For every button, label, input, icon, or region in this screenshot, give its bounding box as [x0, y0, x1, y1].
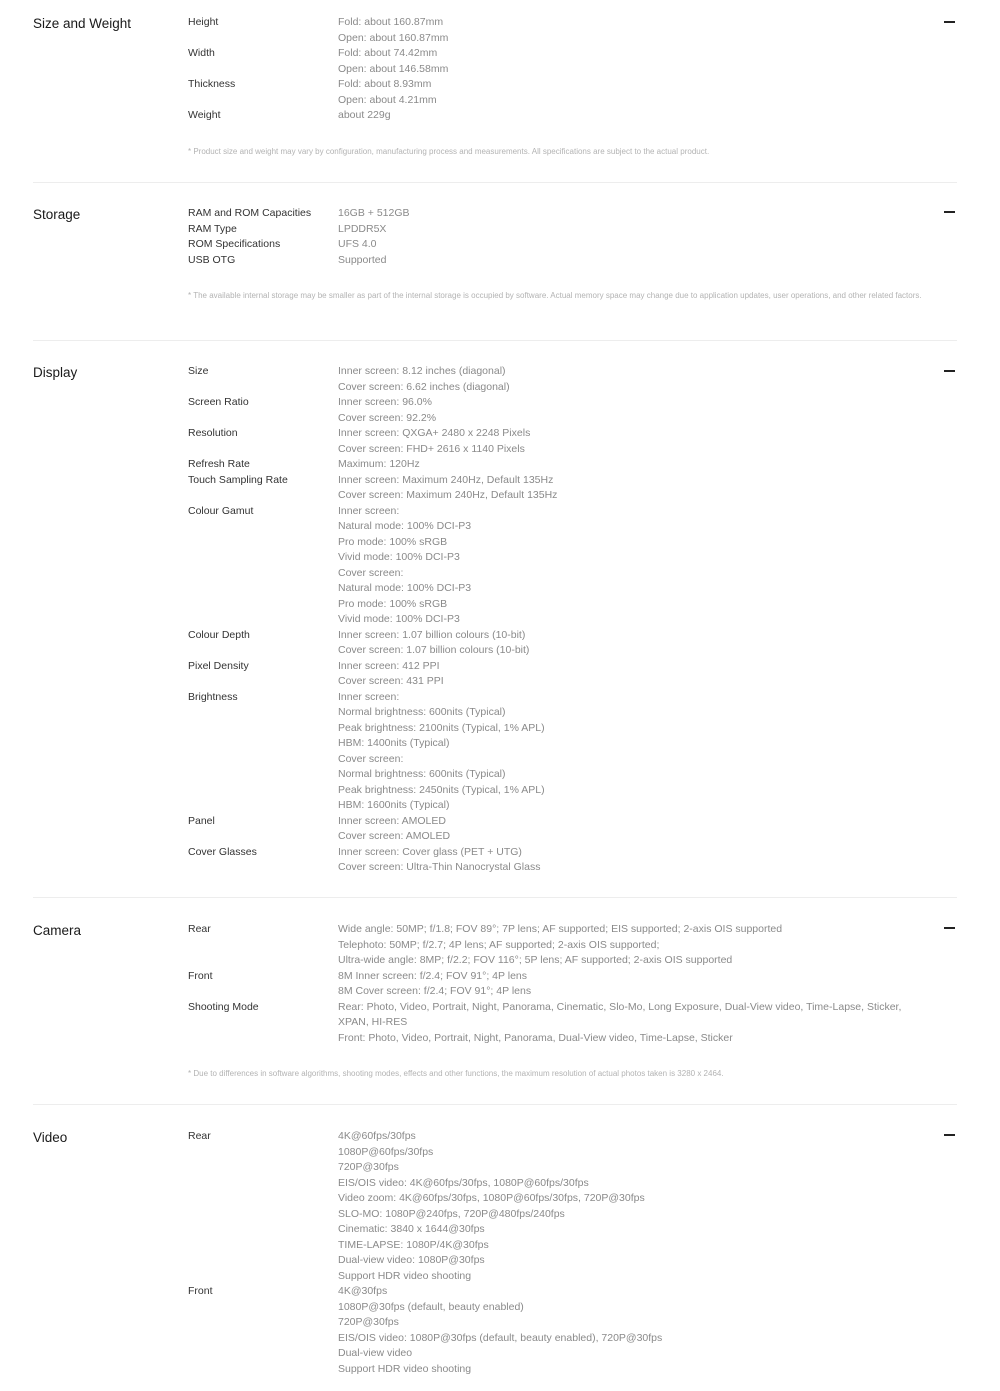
- spec-label: Shooting Mode: [188, 1000, 259, 1013]
- spec-value: Natural mode: 100% DCI-P3: [338, 520, 472, 532]
- spec-values: [338, 426, 957, 457]
- spec-value: Open: about 146.58mm: [338, 62, 449, 75]
- spec-label: Screen Ratio: [188, 396, 249, 408]
- spec-row: [188, 969, 957, 1000]
- spec-row: [188, 426, 957, 457]
- spec-values: [338, 237, 957, 253]
- section-body: [188, 922, 957, 1104]
- spec-value: SLO-MO: 1080P@240fps, 720P@480fps/240fps: [338, 1207, 565, 1220]
- spec-value: XPAN, HI-RES: [338, 1016, 408, 1028]
- spec-value: Cover screen: FHD+ 2616 x 1140 Pixels: [338, 442, 525, 455]
- spec-value: Rear: Photo, Video, Portrait, Night, Panorama, Cinematic, Slo-Mo, Long Exposure, Dual-View video, Time-Lapse, Sticker,: [338, 1000, 902, 1013]
- spec-label: Front: [188, 969, 213, 982]
- spec-row: [188, 237, 957, 253]
- spec-value: Dual-view video: [338, 1347, 413, 1359]
- spec-values: [338, 46, 957, 77]
- spec-values: [338, 814, 957, 845]
- spec-label: ROM Specifications: [188, 238, 281, 250]
- spec-label: Rear: [188, 923, 211, 935]
- section-storage: [33, 183, 957, 341]
- spec-row: [188, 395, 957, 426]
- spec-values: [338, 253, 957, 269]
- spec-value: Normal brightness: 600nits (Typical): [338, 768, 506, 780]
- spec-values: [338, 222, 957, 238]
- spec-value: Inner screen: AMOLED: [338, 814, 446, 827]
- spec-row: [188, 845, 957, 876]
- spec-value: Cinematic: 3840 x 1644@30fps: [338, 1223, 485, 1235]
- spec-label: Resolution: [188, 427, 238, 439]
- collapse-toggle-button[interactable]: [943, 16, 955, 28]
- spec-row: [188, 690, 957, 814]
- spec-label: Width: [188, 47, 215, 59]
- section-video: [33, 1105, 957, 1391]
- section-size-and-weight: [33, 0, 957, 183]
- spec-row: [188, 364, 957, 395]
- spec-value: TIME-LAPSE: 1080P/4K@30fps: [338, 1238, 489, 1251]
- spec-value: EIS/OIS video: 1080P@30fps (default, beauty enabled), 720P@30fps: [338, 1331, 663, 1344]
- spec-value: Cover screen: 1.07 billion colours (10-bit): [338, 644, 530, 656]
- spec-value: Cover screen: 431 PPI: [338, 675, 444, 687]
- spec-value: Inner screen: QXGA+ 2480 x 2248 Pixels: [338, 427, 531, 439]
- section-title: Camera: [33, 923, 82, 938]
- spec-values: [338, 845, 957, 876]
- spec-value: Ultra-wide angle: 8MP; f/2.2; FOV 116°; 5P lens; AF supported; 2-axis OIS supported: [338, 954, 733, 966]
- spec-values: [338, 1129, 957, 1284]
- section-body: [188, 206, 957, 340]
- spec-label: Refresh Rate: [188, 458, 250, 470]
- spec-label: Front: [188, 1285, 213, 1297]
- spec-row: [188, 504, 957, 628]
- spec-label: Thickness: [188, 78, 236, 90]
- spec-value: Peak brightness: 2450nits (Typical, 1% APL): [338, 783, 545, 796]
- spec-rows: [188, 922, 957, 1046]
- spec-rows: [188, 206, 957, 268]
- spec-value: Cover screen: 6.62 inches (diagonal): [338, 380, 510, 393]
- spec-value: Fold: about 8.93mm: [338, 78, 432, 90]
- spec-row: [188, 15, 957, 46]
- spec-value: Cover screen:: [338, 752, 404, 765]
- spec-row: [188, 473, 957, 504]
- spec-value: Video zoom: 4K@60fps/30fps, 1080P@60fps/30fps, 720P@30fps: [338, 1192, 645, 1204]
- spec-values: [338, 628, 957, 659]
- spec-values: [338, 206, 957, 222]
- spec-label: USB OTG: [188, 253, 236, 266]
- spec-label: Colour Depth: [188, 628, 250, 641]
- spec-row: [188, 814, 957, 845]
- spec-label: Panel: [188, 814, 215, 827]
- spec-label: Pixel Density: [188, 659, 249, 672]
- spec-value: Dual-view video: 1080P@30fps: [338, 1254, 485, 1266]
- spec-value: HBM: 1600nits (Typical): [338, 799, 450, 811]
- spec-row: [188, 659, 957, 690]
- spec-value: 8M Cover screen: f/2.4; FOV 91°; 4P lens: [338, 985, 532, 997]
- spec-rows: [188, 1129, 957, 1377]
- spec-values: [338, 108, 957, 124]
- section-camera: [33, 898, 957, 1105]
- spec-label: Cover Glasses: [188, 845, 257, 858]
- spec-label: RAM and ROM Capacities: [188, 207, 312, 219]
- spec-row: [188, 206, 957, 222]
- spec-label: Colour Gamut: [188, 504, 254, 517]
- spec-value: Open: about 160.87mm: [338, 31, 449, 44]
- minus-icon: [944, 211, 955, 213]
- section-body: [188, 15, 957, 182]
- spec-value: Vivid mode: 100% DCI-P3: [338, 551, 460, 563]
- spec-value: Front: Photo, Video, Portrait, Night, Panorama, Dual-View video, Time-Lapse, Sticker: [338, 1031, 733, 1044]
- spec-value: 1080P@60fps/30fps: [338, 1145, 434, 1158]
- spec-label: Weight: [188, 109, 221, 121]
- minus-icon: [944, 21, 955, 23]
- spec-value: 8M Inner screen: f/2.4; FOV 91°; 4P lens: [338, 969, 528, 982]
- spec-value: Normal brightness: 600nits (Typical): [338, 706, 506, 718]
- section-body: [188, 1129, 957, 1391]
- spec-label: Touch Sampling Rate: [188, 473, 288, 486]
- spec-row: [188, 253, 957, 269]
- spec-value: HBM: 1400nits (Typical): [338, 737, 450, 749]
- spec-values: [338, 473, 957, 504]
- spec-label: Brightness: [188, 690, 238, 703]
- spec-values: [338, 15, 957, 46]
- spec-value: LPDDR5X: [338, 222, 387, 235]
- spec-values: [338, 1000, 957, 1047]
- collapse-toggle-button[interactable]: [943, 206, 955, 218]
- section-footnote: * The available internal storage may be smaller as part of the internal storage is occupied by software. Actual memory space may change due to application updates, user operations, and other related factors.: [188, 291, 922, 300]
- spec-value: Support HDR video shooting: [338, 1269, 472, 1282]
- collapse-toggle-button[interactable]: [943, 1129, 955, 1141]
- spec-value: Inner screen: Maximum 240Hz, Default 135Hz: [338, 473, 554, 486]
- spec-row: [188, 1284, 957, 1377]
- collapse-toggle-button[interactable]: [943, 365, 955, 377]
- spec-value: Peak brightness: 2100nits (Typical, 1% APL): [338, 721, 545, 734]
- section-display: [33, 341, 957, 898]
- section-title: Video: [33, 1130, 68, 1145]
- spec-label: RAM Type: [188, 222, 237, 235]
- spec-value: Support HDR video shooting: [338, 1362, 472, 1375]
- spec-label: Rear: [188, 1130, 211, 1142]
- section-footnote: * Due to differences in software algorithms, shooting modes, effects and other functions, the maximum resolution of actual photos taken is 3280 x 2464.: [188, 1069, 724, 1078]
- spec-row: [188, 1129, 957, 1284]
- spec-row: [188, 1000, 957, 1047]
- spec-value: Inner screen: 96.0%: [338, 396, 432, 408]
- section-footnote: * Product size and weight may vary by configuration, manufacturing process and measurements. All specifications are subject to the actual product.: [188, 146, 710, 156]
- spec-value: Inner screen:: [338, 690, 400, 703]
- spec-value: 720P@30fps: [338, 1316, 399, 1328]
- spec-value: Natural mode: 100% DCI-P3: [338, 582, 472, 594]
- spec-rows: [188, 364, 957, 876]
- spec-row: [188, 457, 957, 473]
- spec-values: [338, 690, 957, 814]
- spec-value: Fold: about 74.42mm: [338, 47, 438, 59]
- spec-row: [188, 108, 957, 124]
- spec-values: [338, 457, 957, 473]
- spec-values: [338, 77, 957, 108]
- spec-row: [188, 222, 957, 238]
- spec-row: [188, 922, 957, 969]
- spec-rows: [188, 15, 957, 124]
- spec-value: EIS/OIS video: 4K@60fps/30fps, 1080P@60fps/30fps: [338, 1176, 589, 1189]
- spec-row: [188, 77, 957, 108]
- section-title: Storage: [33, 207, 81, 222]
- spec-value: Cover screen: 92.2%: [338, 411, 437, 424]
- spec-value: 16GB + 512GB: [338, 207, 410, 219]
- spec-values: [338, 922, 957, 969]
- spec-value: 4K@30fps: [338, 1285, 388, 1297]
- spec-value: Inner screen: 8.12 inches (diagonal): [338, 365, 506, 377]
- spec-value: Maximum: 120Hz: [338, 458, 420, 470]
- spec-value: 4K@60fps/30fps: [338, 1130, 416, 1142]
- spec-row: [188, 46, 957, 77]
- section-body: [188, 364, 957, 897]
- spec-values: [338, 504, 957, 628]
- spec-value: Vivid mode: 100% DCI-P3: [338, 613, 460, 625]
- spec-value: Pro mode: 100% sRGB: [338, 597, 448, 610]
- spec-value: Cover screen: AMOLED: [338, 830, 451, 842]
- minus-icon: [944, 927, 955, 929]
- section-title: Display: [33, 365, 78, 380]
- spec-value: Inner screen: 412 PPI: [338, 659, 440, 672]
- spec-value: Wide angle: 50MP; f/1.8; FOV 89°; 7P lens; AF supported; EIS supported; 2-axis OIS supported: [338, 923, 783, 935]
- spec-value: Pro mode: 100% sRGB: [338, 535, 448, 548]
- spec-values: [338, 1284, 957, 1377]
- spec-values: [338, 659, 957, 690]
- section-title: Size and Weight: [33, 16, 132, 31]
- minus-icon: [944, 1134, 955, 1136]
- spec-value: Open: about 4.21mm: [338, 93, 437, 106]
- spec-values: [338, 395, 957, 426]
- spec-row: [188, 628, 957, 659]
- spec-value: Cover screen: Maximum 240Hz, Default 135Hz: [338, 489, 558, 501]
- spec-value: Supported: [338, 253, 387, 266]
- spec-value: Telephoto: 50MP; f/2.7; 4P lens; AF supported; 2-axis OIS supported;: [338, 938, 660, 951]
- spec-value: Cover screen:: [338, 566, 404, 579]
- spec-value: Inner screen: Cover glass (PET + UTG): [338, 845, 522, 858]
- spec-values: [338, 969, 957, 1000]
- spec-value: Inner screen:: [338, 504, 400, 517]
- minus-icon: [944, 370, 955, 372]
- spec-label: Height: [188, 16, 219, 28]
- spec-value: about 229g: [338, 109, 391, 121]
- spec-value: UFS 4.0: [338, 238, 377, 250]
- spec-value: Fold: about 160.87mm: [338, 16, 444, 28]
- spec-values: [338, 364, 957, 395]
- spec-value: Cover screen: Ultra-Thin Nanocrystal Glass: [338, 861, 541, 873]
- spec-value: 720P@30fps: [338, 1161, 399, 1173]
- spec-value: Inner screen: 1.07 billion colours (10-bit): [338, 628, 526, 641]
- spec-label: Size: [188, 365, 209, 377]
- collapse-toggle-button[interactable]: [943, 922, 955, 934]
- spec-value: 1080P@30fps (default, beauty enabled): [338, 1300, 524, 1313]
